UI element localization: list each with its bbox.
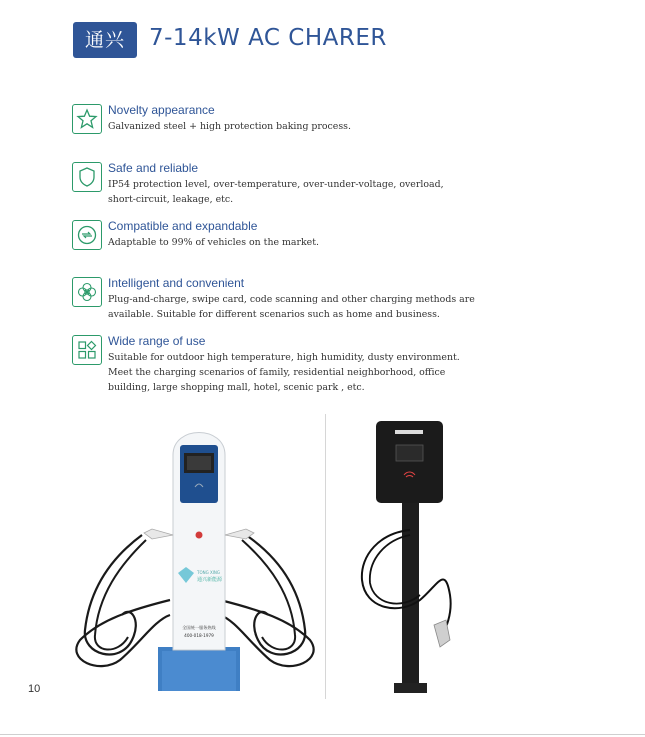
image-divider bbox=[325, 414, 326, 699]
star-icon bbox=[72, 104, 102, 134]
pedestal-charger-image bbox=[60, 415, 330, 700]
feature-title: Intelligent and convenient bbox=[108, 276, 245, 290]
wallbox-post-charger-image bbox=[350, 415, 470, 700]
flower-icon bbox=[72, 277, 102, 307]
plug-icon bbox=[72, 220, 102, 250]
feature-description: IP54 protection level, over-temperature, over-under-voltage, overload, short-circuit, leakage, etc. bbox=[108, 179, 444, 205]
brand-logo: 通兴 bbox=[73, 22, 137, 58]
svg-text:TONG XING: TONG XING bbox=[197, 570, 220, 575]
hotline-label: 全国统一服务热线 bbox=[182, 625, 216, 630]
feature-title: Wide range of use bbox=[108, 334, 206, 348]
feature-title: Safe and reliable bbox=[108, 161, 199, 175]
page-number: 10 bbox=[28, 683, 41, 695]
hotline-number: 400-018-1979 bbox=[184, 633, 214, 638]
shield-icon bbox=[72, 162, 102, 192]
apps-icon bbox=[72, 335, 102, 365]
feature-description: Galvanized steel + high protection baking process. bbox=[108, 121, 351, 132]
footer-line bbox=[0, 734, 645, 735]
feature-description: Suitable for outdoor high temperature, high humidity, dusty environment. Meet the charging scenarios of family, residential neighborhood, office building, large shopping mall, hotel, scenic park , etc. bbox=[108, 352, 460, 393]
feature-title: Compatible and expandable bbox=[108, 219, 258, 233]
feature-description: Adaptable to 99% of vehicles on the market. bbox=[108, 237, 319, 248]
brand-label: 通兴新能源 bbox=[197, 577, 223, 583]
feature-description: Plug-and-charge, swipe card, code scanning and other charging methods are available. Suitable for different scenarios such as home and business. bbox=[108, 294, 475, 320]
page-title: 7-14kW AC CHARER bbox=[149, 25, 387, 51]
feature-title: Novelty appearance bbox=[108, 103, 215, 117]
